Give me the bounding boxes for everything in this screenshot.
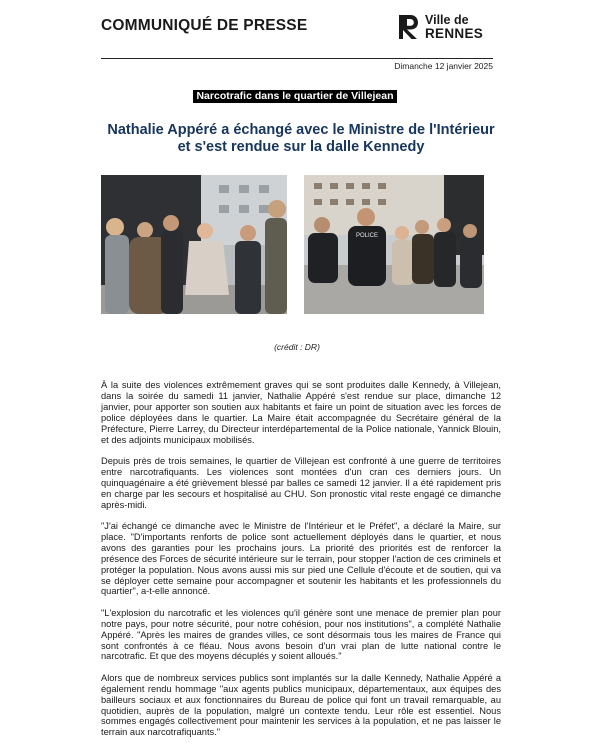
headline-line-2: et s'est rendue sur la dalle Kennedy xyxy=(177,139,425,155)
document-header-title: COMMUNIQUÉ DE PRESSE xyxy=(101,17,308,34)
logo-line-2: RENNES xyxy=(425,26,484,41)
body-paragraph: À la suite des violences extrêmement graves qui se sont produites dalle Kennedy, à Villejean, dans la soirée du samedi 11 janvier, Nathalie Appéré s'est rendue sur place, dimanche 12 janvier, pour apporter son soutien aux habitants et faire un point de situation avec les forces de police déployées dans le quartier. La Maire était accompagnée du Secrétaire général de la Préfecture, Pierre Larrey, du Directeur interdépartemental de la Police nationale, Yannick Blouin, et des adjoints municipaux mobilisés. xyxy=(101,380,501,445)
body-paragraph: Depuis près de trois semaines, le quartier de Villejean est confronté à une guerre de territoires entre narcotrafiquants. Les violences sont montées d'un cran ces derniers jours. Un quinquagénaire a été grièvement blessé par balles ce samedi 12 janvier. Il a été rapidement pris en charge par les secours et hospitalisé au CHU. Son pronostic vital reste engagé ce dimanche après-midi. xyxy=(101,455,501,510)
press-release-body xyxy=(101,380,501,749)
police-vest-label: POLICE xyxy=(355,233,379,239)
logo-line-1: Ville de xyxy=(425,13,469,27)
rennes-r-icon xyxy=(398,14,420,40)
photo-mayor-with-group xyxy=(101,175,287,314)
headline xyxy=(101,122,501,156)
headline-line-1: Nathalie Appéré a échangé avec le Ministre de l'Intérieur xyxy=(107,122,495,138)
topic-banner: Narcotrafic dans le quartier de Villejean xyxy=(193,90,397,103)
photo-credit: (crédit : DR) xyxy=(274,342,320,352)
publication-date: Dimanche 12 janvier 2025 xyxy=(394,61,493,71)
ville-de-rennes-logo xyxy=(398,14,483,40)
header-divider xyxy=(101,58,493,59)
body-paragraph: Alors que de nombreux services publics sont implantés sur la dalle Kennedy, Nathalie Appéré a également rendu hommage "aux agents publics municipaux, départementaux, aux équipes des bailleurs sociaux et aux fonctionnaires du Bureau de police qui font un travail remarquable, au quotidien, auprès de la population, malgré un contexte tendu. Leur rôle est essentiel. Nous sommes engagés collectivement pour maintenir les services à la population, et ne pas laisser le terrain aux narcotrafiquants." xyxy=(101,672,501,738)
body-paragraph: "L'explosion du narcotrafic et les violences qu'il génère sont une menace de premier plan pour notre pays, pour notre sécurité, pour notre cohésion, pour nos institutions", a complété Nathalie Appéré. "Après les maires de grandes villes, ce sont désormais tous les maires de France qui sont confrontés à ce fléau. Nous avons besoin d'un vrai plan de lutte national contre le narcotrafic. Et que des moyens décuplés y soient alloués." xyxy=(101,607,501,662)
photo-police-on-dalle xyxy=(304,175,484,314)
body-paragraph: "J'ai échangé ce dimanche avec le Ministre de l'Intérieur et le Préfet", a déclaré la Maire, sur place. "D'importants renforts de police sont actuellement déployés dans le quartier, et nous avons des garanties pour les prochains jours. La priorité des priorités est de renforcer la présence des Forces de sécurité intérieure sur le terrain, pour stopper l'action de ces criminels et protéger la population. Nous avons aussi mis sur pied une Cellule d'écoute et de soutien, qui va se déployer cette semaine pour accompagner et soutenir les habitants et les professionnels du quartier", a-t-elle annoncé. xyxy=(101,520,501,597)
